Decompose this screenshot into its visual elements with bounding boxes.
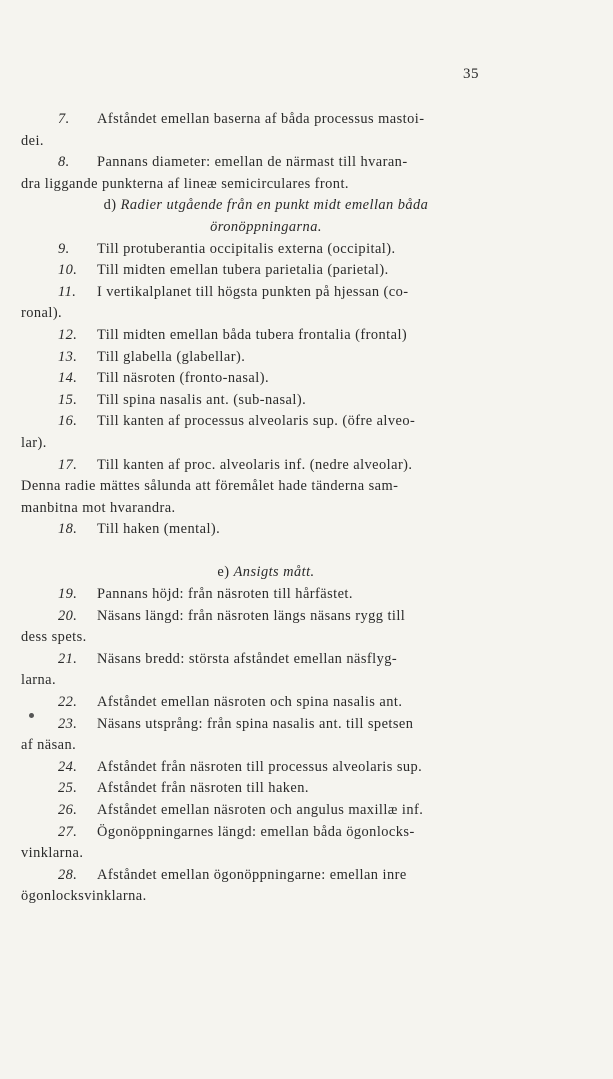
line-text: ögonlocksvinklarna. xyxy=(21,888,147,905)
text-line xyxy=(21,627,511,649)
item-number: 8. xyxy=(58,154,70,171)
text-line xyxy=(21,131,511,153)
item-number: 18. xyxy=(58,521,78,538)
item-number: 24. xyxy=(58,758,78,775)
item-number: 16. xyxy=(58,413,78,430)
text-line xyxy=(21,714,511,736)
page-number: 35 xyxy=(463,66,479,82)
text-line xyxy=(21,347,511,369)
line-text: Till midten emellan båda tubera frontalia (frontal) xyxy=(97,326,408,343)
item-number: 19. xyxy=(58,586,78,603)
line-text: vinklarna. xyxy=(21,845,84,862)
item-number: 14. xyxy=(58,370,78,387)
measurement-list-d xyxy=(21,239,511,541)
text-line xyxy=(21,174,511,196)
line-text: Näsans längd: från näsroten längs näsans rygg till xyxy=(97,607,406,624)
line-text: Afståndet emellan näsroten och angulus maxillæ inf. xyxy=(97,802,424,818)
text-line xyxy=(21,282,511,304)
item-number: 15. xyxy=(58,391,78,408)
text-line xyxy=(21,843,511,865)
line-text: af näsan. xyxy=(21,737,77,754)
text-line xyxy=(21,152,511,174)
line-text: Denna radie mättes sålunda att föremålet hade tänderna sam- xyxy=(21,478,399,495)
line-text: Afståndet från näsroten till processus alveolaris sup. xyxy=(97,758,423,775)
line-text: Till protuberantia occipitalis externa (occipital). xyxy=(97,240,396,257)
line-text: ronal). xyxy=(21,305,63,322)
text-line xyxy=(21,606,511,628)
line-text: Ögonöppningarnes längd: emellan båda ögonlocks- xyxy=(97,823,415,840)
line-text: larna. xyxy=(21,672,57,689)
line-text: Till spina nasalis ant. (sub-nasal). xyxy=(97,391,307,408)
line-text: dra liggande punkterna af lineæ semicirculares front. xyxy=(21,175,349,192)
item-number: 27. xyxy=(58,823,78,840)
text-line xyxy=(21,476,511,498)
item-number: 10. xyxy=(58,262,78,279)
item-number: 11. xyxy=(58,283,77,300)
item-number: 26. xyxy=(58,802,78,818)
item-number: 21. xyxy=(58,650,78,667)
text-line xyxy=(21,800,511,822)
item-number: 9. xyxy=(58,240,70,257)
text-line xyxy=(21,498,511,520)
text-line xyxy=(21,260,511,282)
line-text: dess spets. xyxy=(21,629,87,646)
measurement-list-a xyxy=(21,109,511,195)
item-number: 12. xyxy=(58,326,78,343)
text-line xyxy=(21,757,511,779)
text-line xyxy=(21,390,511,412)
section-e-label: e) xyxy=(217,564,230,581)
item-number: 13. xyxy=(58,348,78,365)
line-text: Till haken (mental). xyxy=(97,521,221,538)
item-number: 20. xyxy=(58,607,78,624)
line-text: Näsans utsprång: från spina nasalis ant. till spetsen xyxy=(97,715,414,732)
text-line xyxy=(21,239,511,261)
item-number: 23. xyxy=(58,715,78,732)
text-line xyxy=(21,368,511,390)
ink-speck xyxy=(29,713,34,718)
item-number: 28. xyxy=(58,866,78,883)
text-line xyxy=(21,584,511,606)
line-text: Afståndet emellan näsroten och spina nasalis ant. xyxy=(97,694,403,711)
line-text: I vertikalplanet till högsta punkten på hjessan (co- xyxy=(97,283,409,300)
line-text: Till glabella (glabellar). xyxy=(97,348,246,365)
text-line xyxy=(21,778,511,800)
line-text: Till näsroten (fronto-nasal). xyxy=(97,370,269,387)
text-line xyxy=(21,886,511,908)
text-line xyxy=(21,865,511,887)
text-line xyxy=(21,649,511,671)
text-line xyxy=(21,455,511,477)
item-number: 17. xyxy=(58,456,78,473)
line-text: Till kanten af proc. alveolaris inf. (nedre alveolar). xyxy=(97,456,413,473)
text-line xyxy=(21,519,511,541)
line-text: Afståndet från näsroten till haken. xyxy=(97,780,309,797)
document-body xyxy=(21,109,511,908)
text-line xyxy=(21,433,511,455)
text-line xyxy=(21,109,511,131)
text-line xyxy=(21,325,511,347)
section-d-heading xyxy=(21,195,511,217)
line-text: Afståndet emellan ögonöppningarne: emellan inre xyxy=(97,866,407,883)
section-e-title: Ansigts mått. xyxy=(233,564,315,581)
line-text: Pannans höjd: från näsroten till hårfästet. xyxy=(97,586,353,603)
line-text: Till kanten af processus alveolaris sup. (öfre alveo- xyxy=(97,413,416,430)
item-number: 7. xyxy=(58,111,70,127)
line-text: Pannans diameter: emellan de närmast till hvaran- xyxy=(97,154,408,171)
section-d-label: d) xyxy=(103,197,117,214)
text-line xyxy=(21,692,511,714)
line-text: Näsans bredd: största afståndet emellan näsflyg- xyxy=(97,650,398,667)
text-line xyxy=(21,411,511,433)
line-text: manbitna mot hvarandra. xyxy=(21,499,176,516)
text-line xyxy=(21,822,511,844)
item-number: 22. xyxy=(58,694,78,711)
text-line xyxy=(21,303,511,325)
text-line xyxy=(21,670,511,692)
line-text: lar). xyxy=(21,434,47,451)
item-number: 25. xyxy=(58,780,78,797)
line-text: Till midten emellan tubera parietalia (parietal). xyxy=(97,262,389,279)
section-d-title-2: öronöppningarna. xyxy=(210,218,322,235)
text-line xyxy=(21,735,511,757)
line-text: Afståndet emellan baserna af båda processus mastoi- xyxy=(97,111,425,127)
measurement-list-e xyxy=(21,584,511,908)
section-e-heading xyxy=(21,562,511,584)
section-d-title-1: Radier utgående från en punkt midt emellan båda xyxy=(120,197,429,214)
line-text: dei. xyxy=(21,132,44,149)
